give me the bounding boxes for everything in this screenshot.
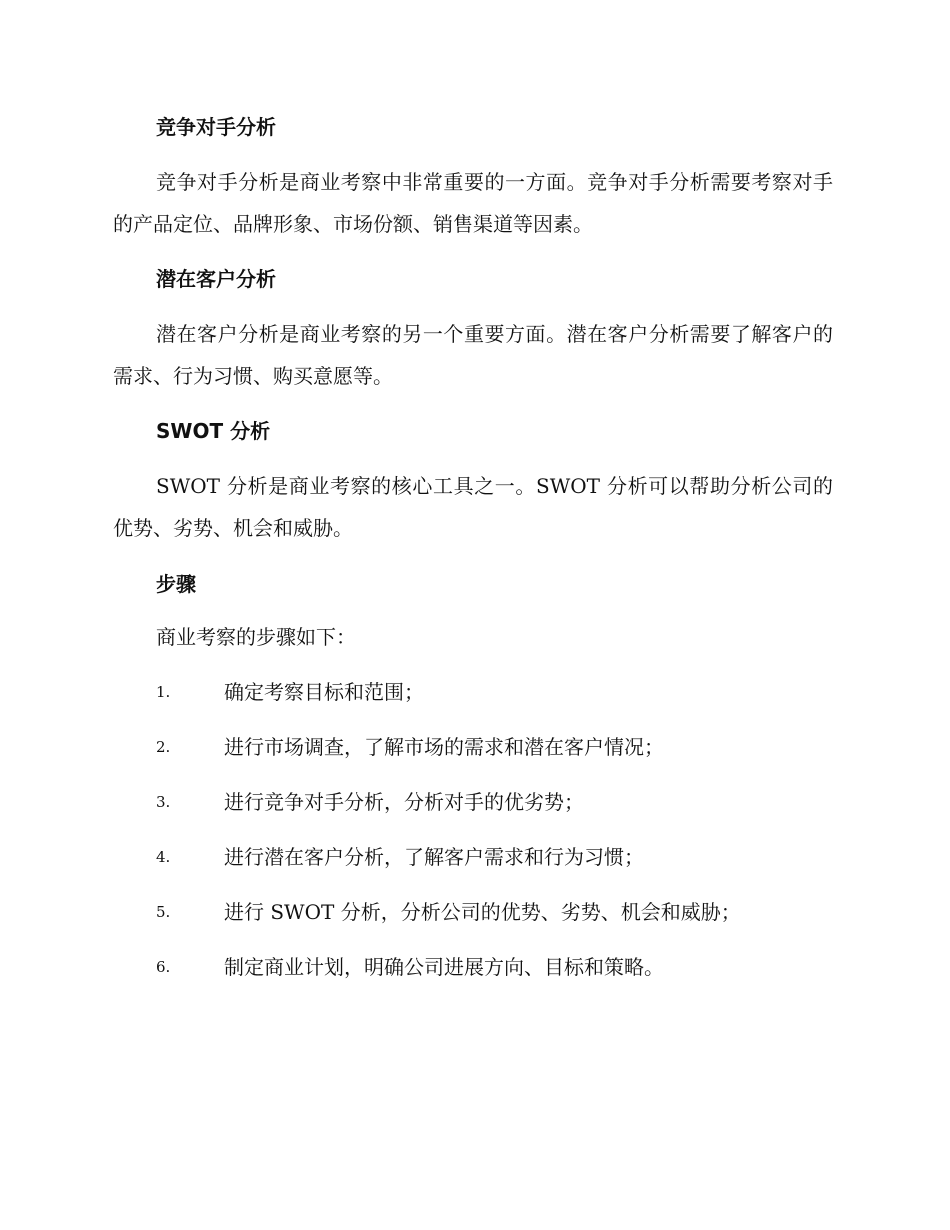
section-body-competitor-analysis: 竞争对手分析是商业考察中非常重要的一方面。竞争对手分析需要考察对手的产品定位、品牌形象、市场份额、销售渠道等因素。 [113, 170, 833, 236]
steps-intro: 商业考察的步骤如下： [156, 625, 356, 649]
section-body-potential-customer-analysis: 潜在客户分析是商业考察的另一个重要方面。潜在客户分析需要了解客户的需求、行为习惯、购买意愿等。 [113, 322, 833, 388]
list-item-number: 3. [156, 793, 171, 811]
section-heading-steps: 步骤 [156, 572, 196, 596]
list-item-number: 2. [156, 738, 171, 756]
list-item-number: 5. [156, 903, 171, 921]
list-item-number: 1. [156, 683, 171, 701]
section-heading-swot-analysis: SWOT 分析 [156, 419, 271, 443]
list-item-text: 进行潜在客户分析，了解客户需求和行为习惯； [224, 845, 644, 869]
section-heading-competitor-analysis: 竞争对手分析 [156, 115, 276, 139]
list-item-number: 6. [156, 958, 171, 976]
section-heading-potential-customer-analysis: 潜在客户分析 [156, 267, 276, 291]
section-body-swot-analysis: SWOT 分析是商业考察的核心工具之一。SWOT 分析可以帮助分析公司的优势、劣势、机会和威胁。 [113, 474, 833, 540]
list-item-text: 确定考察目标和范围； [224, 680, 424, 704]
list-item-text: 进行市场调查，了解市场的需求和潜在客户情况； [224, 735, 664, 759]
list-item-number: 4. [156, 848, 171, 866]
list-item-text: 进行竞争对手分析，分析对手的优劣势； [224, 790, 584, 814]
list-item-text: 进行 SWOT 分析，分析公司的优势、劣势、机会和威胁； [224, 900, 741, 924]
list-item-text: 制定商业计划，明确公司进展方向、目标和策略。 [224, 955, 664, 979]
